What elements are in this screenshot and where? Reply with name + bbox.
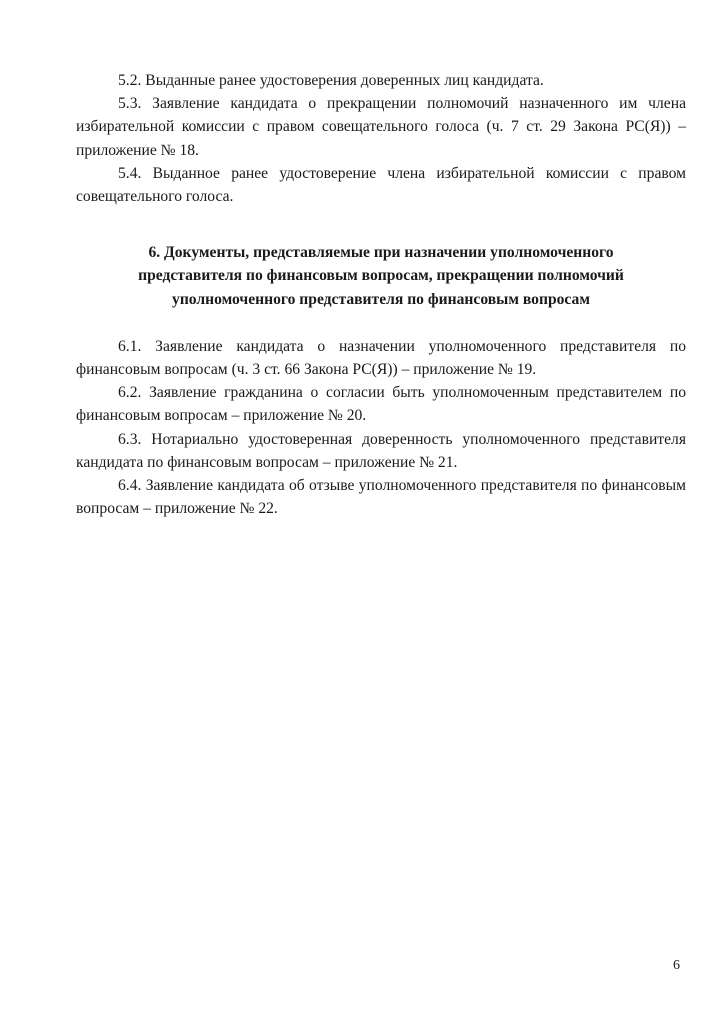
page-number: 6: [673, 958, 680, 973]
heading-line: представителя по финансовым вопросам, прекращении полномочий: [138, 267, 624, 285]
paragraph-5-2: 5.2. Выданные ранее удостоверения доверенных лиц кандидата.: [118, 72, 544, 89]
paragraph-6-3: 6.3. Нотариально удостоверенная доверенность уполномоченного представителя кандидата по финансовым вопросам – приложение № 21.: [76, 430, 686, 471]
heading-line: 6. Документы, представляемые при назначении уполномоченного: [148, 244, 614, 262]
document-page: [76, 69, 686, 520]
paragraph-6-2: 6.2. Заявление гражданина о согласии быть уполномоченным представителем по финансовым вопросам – приложение № 20.: [76, 384, 686, 425]
section-6-heading: [84, 241, 678, 311]
paragraph-6-1: 6.1. Заявление кандидата о назначении уполномоченного представителя по финансовым вопросам (ч. 3 ст. 66 Закона РС(Я)) – приложение № 19.: [76, 337, 686, 379]
heading-line: уполномоченного представителя по финансовым вопросам: [172, 290, 590, 308]
paragraph-5-3: 5.3. Заявление кандидата о прекращении полномочий назначенного им члена избирательной комиссии с правом совещательного голоса (ч. 7 ст. 29 Закона РС(Я)) – приложение № 18.: [76, 95, 686, 159]
paragraph-6-4: 6.4. Заявление кандидата об отзыве уполномоченного представителя по финансовым вопросам – приложение № 22.: [76, 477, 686, 518]
paragraph-5-4: 5.4. Выданное ранее удостоверение члена избирательной комиссии с правом совещательного голоса.: [76, 164, 686, 206]
